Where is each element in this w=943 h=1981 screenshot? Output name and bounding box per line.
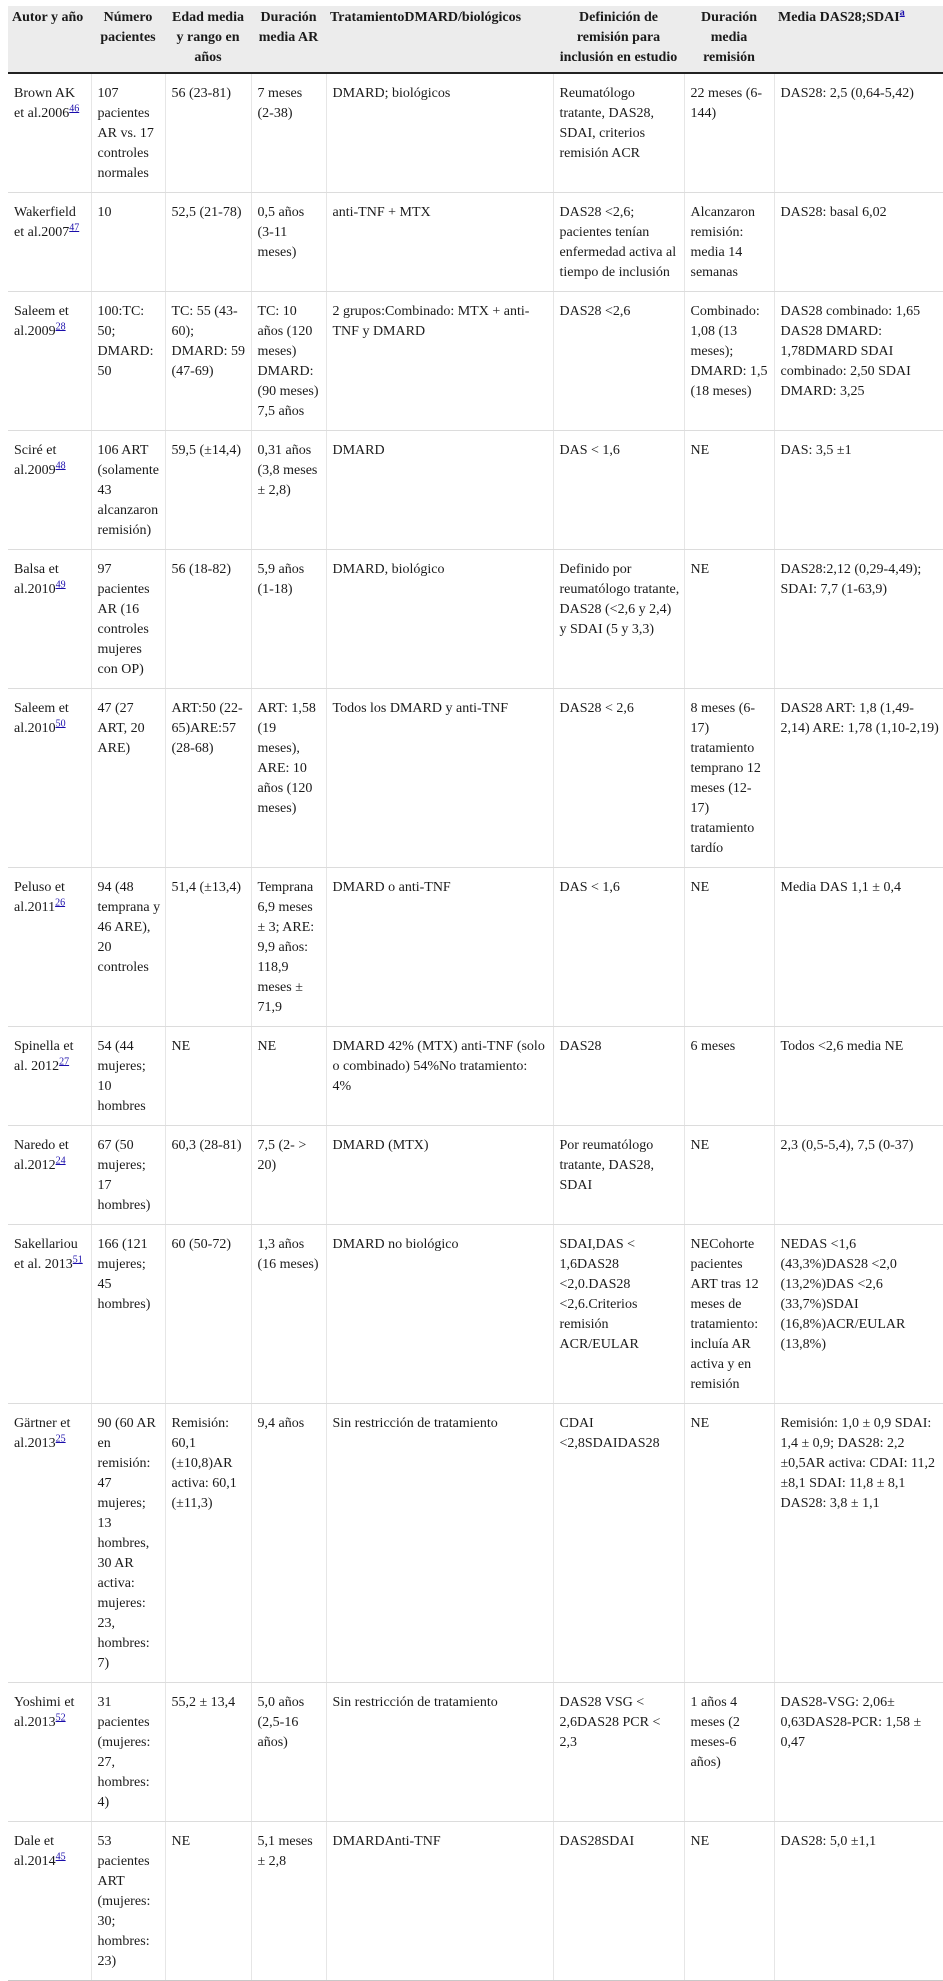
cell-media: DAS28 combinado: 1,65 DAS28 DMARD: 1,78DMARD SDAI combinado: 2,50 SDAI DMARD: 3,25 xyxy=(774,292,943,431)
cell-tratamiento: DMARD 42% (MTX) anti-TNF (solo o combinado) 54%No tratamiento: 4% xyxy=(326,1027,553,1126)
cell-definicion: DAS28SDAI xyxy=(553,1822,684,1981)
cell-definicion: DAS < 1,6 xyxy=(553,868,684,1027)
author-year: Balsa et al.2010 xyxy=(14,562,59,597)
reference-superscript xyxy=(56,460,66,471)
cell-numero: 100:TC: 50; DMARD: 50 xyxy=(91,292,165,431)
cell-duracion-rem: NE xyxy=(684,868,774,1027)
cell-duracion-ar: NE xyxy=(251,1027,326,1126)
cell-duracion-rem: NECohorte pacientes ART tras 12 meses de tratamiento: incluía AR activa y en remisión xyxy=(684,1225,774,1404)
cell-duracion-ar: Temprana 6,9 meses ± 3; ARE: 9,9 años: 118,9 meses ± 71,9 xyxy=(251,868,326,1027)
reference-superscript xyxy=(73,1254,83,1265)
cell-definicion: Definido por reumatólogo tratante, DAS28 (<2,6 y 2,4) y SDAI (5 y 3,3) xyxy=(553,550,684,689)
cell-definicion: DAS28 VSG < 2,6DAS28 PCR < 2,3 xyxy=(553,1683,684,1822)
cell-media: DAS28:2,12 (0,29-4,49); SDAI: 7,7 (1-63,9) xyxy=(774,550,943,689)
table-row xyxy=(8,1225,943,1404)
author-year: Spinella et al. 2012 xyxy=(14,1039,74,1074)
header-tratamiento: TratamientoDMARD/biológicos xyxy=(326,6,553,73)
cell-numero: 106 ART (solamente 43 alcanzaron remisión) xyxy=(91,431,165,550)
cell-media: DAS28: 5,0 ±1,1 xyxy=(774,1822,943,1981)
cell-edad: 55,2 ± 13,4 xyxy=(165,1683,251,1822)
cell-edad: ART:50 (22-65)ARE:57 (28-68) xyxy=(165,689,251,868)
cell-duracion-ar: TC: 10 años (120 meses) DMARD: (90 meses) 7,5 años xyxy=(251,292,326,431)
table-row xyxy=(8,868,943,1027)
cell-edad: 56 (23-81) xyxy=(165,73,251,193)
cell-autor xyxy=(8,292,91,431)
cell-definicion: DAS28 <2,6 xyxy=(553,292,684,431)
cell-autor xyxy=(8,1027,91,1126)
table-body xyxy=(8,73,943,1981)
cell-edad: 51,4 (±13,4) xyxy=(165,868,251,1027)
cell-numero: 47 (27 ART, 20 ARE) xyxy=(91,689,165,868)
cell-definicion: DAS28 xyxy=(553,1027,684,1126)
table-row xyxy=(8,689,943,868)
cell-media: 2,3 (0,5-5,4), 7,5 (0-37) xyxy=(774,1126,943,1225)
cell-definicion: CDAI <2,8SDAIDAS28 xyxy=(553,1404,684,1683)
cell-tratamiento: 2 grupos:Combinado: MTX + anti-TNF y DMARD xyxy=(326,292,553,431)
reference-superscript xyxy=(56,321,66,332)
header-media xyxy=(774,6,943,73)
table-row xyxy=(8,1822,943,1981)
cell-tratamiento: DMARD, biológico xyxy=(326,550,553,689)
author-year: Dale et al.2014 xyxy=(14,1834,56,1869)
cell-autor xyxy=(8,1225,91,1404)
cell-edad: 60 (50-72) xyxy=(165,1225,251,1404)
author-year: Yoshimi et al.2013 xyxy=(14,1695,75,1730)
author-year: Naredo et al.2012 xyxy=(14,1138,69,1173)
cell-duracion-rem: NE xyxy=(684,1404,774,1683)
cell-definicion: Por reumatólogo tratante, DAS28, SDAI xyxy=(553,1126,684,1225)
cell-tratamiento: DMARD (MTX) xyxy=(326,1126,553,1225)
author-year: Saleem et al.2010 xyxy=(14,701,69,736)
cell-autor xyxy=(8,431,91,550)
cell-duracion-ar: 0,5 años (3-11 meses) xyxy=(251,193,326,292)
cell-definicion: Reumatólogo tratante, DAS28, SDAI, criterios remisión ACR xyxy=(553,73,684,193)
table-row xyxy=(8,292,943,431)
reference-link[interactable]: 27 xyxy=(59,1056,70,1068)
cell-numero: 166 (121 mujeres; 45 hombres) xyxy=(91,1225,165,1404)
cell-duracion-rem: NE xyxy=(684,550,774,689)
cell-numero: 67 (50 mujeres; 17 hombres) xyxy=(91,1126,165,1225)
cell-duracion-rem: 6 meses xyxy=(684,1027,774,1126)
cell-autor xyxy=(8,868,91,1027)
footnote-link[interactable]: a xyxy=(899,7,905,19)
reference-superscript xyxy=(56,579,66,590)
table-row xyxy=(8,431,943,550)
cell-numero: 53 pacientes ART (mujeres: 30; hombres: 23) xyxy=(91,1822,165,1981)
cell-edad: 56 (18-82) xyxy=(165,550,251,689)
cell-tratamiento: anti-TNF + MTX xyxy=(326,193,553,292)
cell-numero: 90 (60 AR en remisión: 47 mujeres; 13 hombres, 30 AR activa: mujeres: 23, hombres: 7) xyxy=(91,1404,165,1683)
author-year: Gärtner et al.2013 xyxy=(14,1416,71,1451)
cell-media: NEDAS <1,6 (43,3%)DAS28 <2,0 (13,2%)DAS <2,6 (33,7%)SDAI (16,8%)ACR/EULAR (13,8%) xyxy=(774,1225,943,1404)
author-year: Brown AK et al.2006 xyxy=(14,86,76,121)
cell-duracion-rem: 8 meses (6-17) tratamiento temprano 12 meses (12-17) tratamiento tardío xyxy=(684,689,774,868)
cell-tratamiento: DMARDAnti-TNF xyxy=(326,1822,553,1981)
reference-superscript xyxy=(69,103,79,114)
header-edad: Edad media y rango en años xyxy=(165,6,251,73)
cell-autor xyxy=(8,1404,91,1683)
header-duracion-ar: Duración media AR xyxy=(251,6,326,73)
cell-edad: NE xyxy=(165,1027,251,1126)
cell-media: DAS: 3,5 ±1 xyxy=(774,431,943,550)
cell-duracion-ar: 5,9 años (1-18) xyxy=(251,550,326,689)
cell-media: Todos <2,6 media NE xyxy=(774,1027,943,1126)
cell-duracion-ar: 7,5 (2- > 20) xyxy=(251,1126,326,1225)
table-row xyxy=(8,550,943,689)
cell-edad: 60,3 (28-81) xyxy=(165,1126,251,1225)
reference-link[interactable]: 24 xyxy=(55,1155,66,1167)
header-definicion: Definición de remisión para inclusión en estudio xyxy=(553,6,684,73)
header-duracion-remision: Duración media remisión xyxy=(684,6,774,73)
cell-media: DAS28: 2,5 (0,64-5,42) xyxy=(774,73,943,193)
author-year: Sakellariou et al. 2013 xyxy=(14,1237,78,1272)
cell-numero: 107 pacientes AR vs. 17 controles normales xyxy=(91,73,165,193)
reference-link[interactable]: 26 xyxy=(55,897,66,909)
cell-tratamiento: DMARD xyxy=(326,431,553,550)
cell-definicion: DAS28 < 2,6 xyxy=(553,689,684,868)
reference-link[interactable]: 50 xyxy=(55,718,66,730)
cell-duracion-ar: 9,4 años xyxy=(251,1404,326,1683)
reference-superscript xyxy=(56,718,66,729)
header-autor: Autor y año xyxy=(8,6,91,73)
header-media-footnote xyxy=(900,7,905,18)
reference-link[interactable]: 28 xyxy=(55,321,66,333)
cell-duracion-ar: 5,0 años (2,5-16 años) xyxy=(251,1683,326,1822)
cell-numero: 94 (48 temprana y 46 ARE), 20 controles xyxy=(91,868,165,1027)
table-row xyxy=(8,1404,943,1683)
cell-duracion-ar: ART: 1,58 (19 meses), ARE: 10 años (120 meses) xyxy=(251,689,326,868)
reference-superscript xyxy=(56,1851,66,1862)
author-year: Wakerfield et al.2007 xyxy=(14,205,76,240)
cell-numero: 97 pacientes AR (16 controles mujeres con OP) xyxy=(91,550,165,689)
cell-edad: 52,5 (21-78) xyxy=(165,193,251,292)
table-row xyxy=(8,1683,943,1822)
cell-tratamiento: DMARD o anti-TNF xyxy=(326,868,553,1027)
header-row xyxy=(8,6,943,73)
cell-duracion-rem: NE xyxy=(684,431,774,550)
reference-link[interactable]: 45 xyxy=(55,1851,66,1863)
reference-link[interactable]: 47 xyxy=(69,222,80,234)
cell-media: Remisión: 1,0 ± 0,9 SDAI: 1,4 ± 0,9; DAS28: 2,2 ±0,5AR activa: CDAI: 11,2 ±8,1 SDAI: 11,8 ± 8,1 DAS28: 3,8 ± 1,1 xyxy=(774,1404,943,1683)
reference-superscript xyxy=(56,1155,66,1166)
cell-edad: Remisión: 60,1 (±10,8)AR activa: 60,1 (±11,3) xyxy=(165,1404,251,1683)
cell-autor xyxy=(8,550,91,689)
cell-tratamiento: Todos los DMARD y anti-TNF xyxy=(326,689,553,868)
cell-duracion-ar: 1,3 años (16 meses) xyxy=(251,1225,326,1404)
cell-media: Media DAS 1,1 ± 0,4 xyxy=(774,868,943,1027)
reference-superscript xyxy=(59,1056,69,1067)
cell-numero: 54 (44 mujeres; 10 hombres xyxy=(91,1027,165,1126)
cell-duracion-ar: 5,1 meses ± 2,8 xyxy=(251,1822,326,1981)
cell-tratamiento: DMARD; biológicos xyxy=(326,73,553,193)
reference-link[interactable]: 46 xyxy=(69,103,80,115)
reference-superscript xyxy=(56,1712,66,1723)
cell-tratamiento: DMARD no biológico xyxy=(326,1225,553,1404)
remission-studies-table xyxy=(8,6,943,1981)
cell-duracion-rem: 22 meses (6-144) xyxy=(684,73,774,193)
header-numero: Número pacientes xyxy=(91,6,165,73)
cell-edad: TC: 55 (43-60); DMARD: 59 (47-69) xyxy=(165,292,251,431)
header-media-label: Media DAS28;SDAI xyxy=(778,10,900,25)
cell-duracion-ar: 0,31 años (3,8 meses ± 2,8) xyxy=(251,431,326,550)
reference-link[interactable]: 52 xyxy=(55,1712,66,1724)
cell-autor xyxy=(8,1822,91,1981)
cell-duracion-rem: Alcanzaron remisión: media 14 semanas xyxy=(684,193,774,292)
reference-link[interactable]: 48 xyxy=(55,460,66,472)
cell-definicion: DAS28 <2,6; pacientes tenían enfermedad activa al tiempo de inclusión xyxy=(553,193,684,292)
cell-definicion: SDAI,DAS < 1,6DAS28 <2,0.DAS28 <2,6.Criterios remisión ACR/EULAR xyxy=(553,1225,684,1404)
cell-duracion-rem: NE xyxy=(684,1822,774,1981)
cell-media: DAS28-VSG: 2,06± 0,63DAS28-PCR: 1,58 ± 0,47 xyxy=(774,1683,943,1822)
author-year: Peluso et al.2011 xyxy=(14,880,65,915)
cell-tratamiento: Sin restricción de tratamiento xyxy=(326,1683,553,1822)
cell-media: DAS28: basal 6,02 xyxy=(774,193,943,292)
cell-edad: 59,5 (±14,4) xyxy=(165,431,251,550)
cell-tratamiento: Sin restricción de tratamiento xyxy=(326,1404,553,1683)
cell-edad: NE xyxy=(165,1822,251,1981)
table-row xyxy=(8,1126,943,1225)
author-year: Sciré et al.2009 xyxy=(14,443,57,478)
cell-media: DAS28 ART: 1,8 (1,49-2,14) ARE: 1,78 (1,10-2,19) xyxy=(774,689,943,868)
reference-superscript xyxy=(55,897,65,908)
cell-definicion: DAS < 1,6 xyxy=(553,431,684,550)
cell-duracion-rem: NE xyxy=(684,1126,774,1225)
table-header xyxy=(8,6,943,73)
cell-autor xyxy=(8,193,91,292)
cell-autor xyxy=(8,1126,91,1225)
reference-superscript xyxy=(56,1433,66,1444)
cell-duracion-rem: Combinado: 1,08 (13 meses); DMARD: 1,5 (18 meses) xyxy=(684,292,774,431)
cell-duracion-ar: 7 meses (2-38) xyxy=(251,73,326,193)
reference-link[interactable]: 51 xyxy=(72,1254,83,1266)
cell-autor xyxy=(8,1683,91,1822)
cell-autor xyxy=(8,73,91,193)
cell-autor xyxy=(8,689,91,868)
cell-numero: 31 pacientes (mujeres: 27, hombres: 4) xyxy=(91,1683,165,1822)
cell-numero: 10 xyxy=(91,193,165,292)
reference-superscript xyxy=(69,222,79,233)
reference-link[interactable]: 25 xyxy=(55,1433,66,1445)
cell-duracion-rem: 1 años 4 meses (2 meses-6 años) xyxy=(684,1683,774,1822)
table-row xyxy=(8,73,943,193)
author-year: Saleem et al.2009 xyxy=(14,304,69,339)
reference-link[interactable]: 49 xyxy=(55,579,66,591)
table-row xyxy=(8,193,943,292)
table-row xyxy=(8,1027,943,1126)
